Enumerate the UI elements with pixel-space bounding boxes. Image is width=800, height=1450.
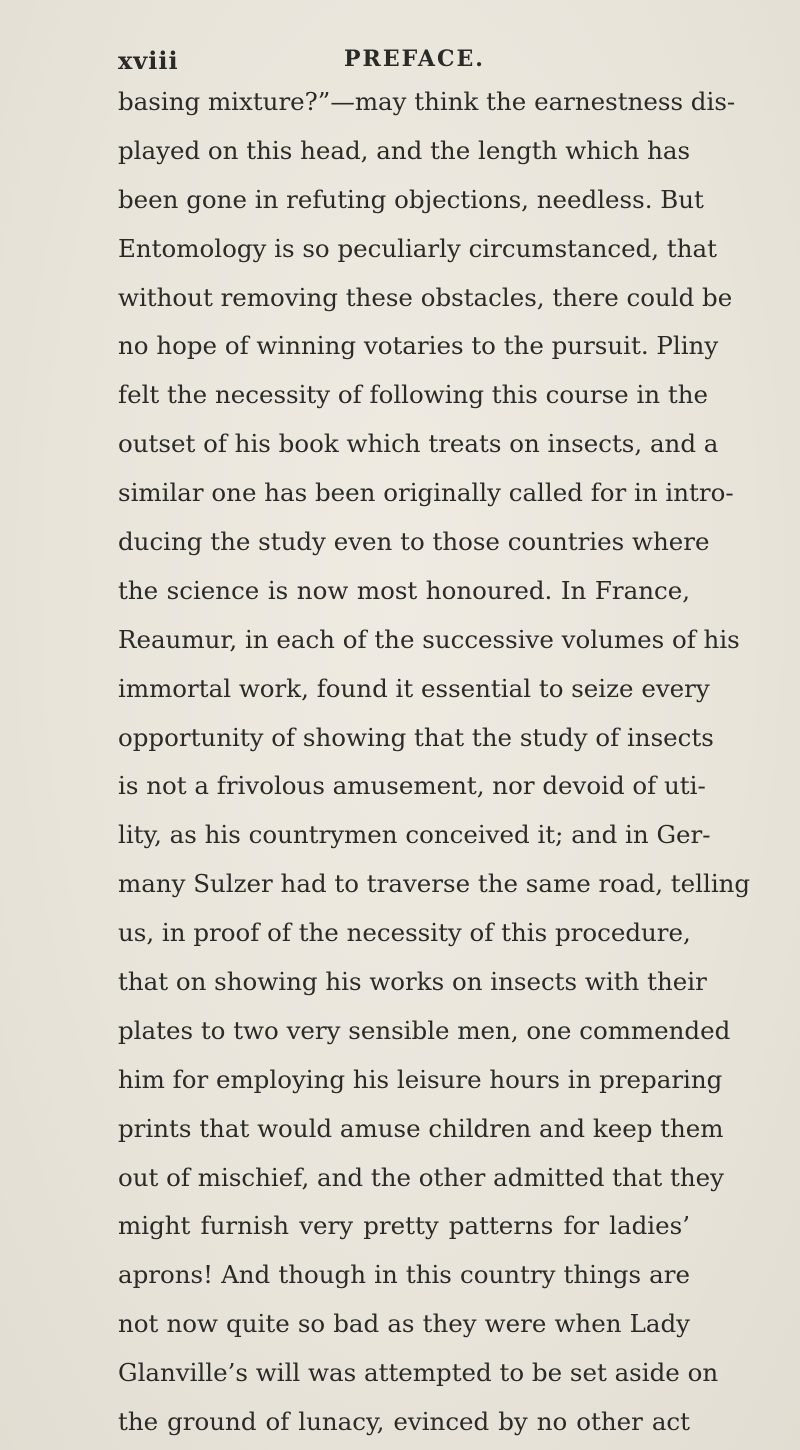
text-line: plates to two very sensible men, one commended (118, 1015, 731, 1045)
text-line: no hope of winning votaries to the pursuit. Pliny (118, 331, 719, 361)
body-text (118, 78, 751, 1447)
text-line: is not a frivolous amusement, nor devoid of uti- (118, 771, 706, 801)
text-line: aprons! And though in this country things are (118, 1260, 690, 1290)
text-line: that on showing his works on insects with their (118, 967, 707, 997)
text-line: similar one has been originally called for in intro- (118, 478, 734, 508)
text-line: basing mixture?”—may think the earnestness dis- (118, 87, 736, 116)
text-line: us, in proof of the necessity of this procedure, (118, 918, 691, 948)
text-line: without removing these obstacles, there could be (118, 282, 733, 312)
text-line: many Sulzer had to traverse the same road, telling (118, 869, 751, 899)
text-line: opportunity of showing that the study of insects (118, 722, 714, 752)
text-line: Glanville’s will was attempted to be set aside on (118, 1358, 719, 1388)
text-line: Entomology is so peculiarly circumstanced, that (118, 233, 717, 263)
text-line: Reaumur, in each of the successive volumes of his (118, 624, 740, 654)
text-line: immortal work, found it essential to seize every (118, 673, 710, 703)
text-line: outset of his book which treats on insects, and a (118, 429, 719, 459)
text-line: felt the necessity of following this course in the (118, 380, 708, 410)
running-head: PREFACE. (344, 46, 485, 72)
text-line: out of mischief, and the other admitted that they (118, 1162, 725, 1192)
text-line: might furnish very pretty patterns for ladies’ (118, 1211, 690, 1241)
page-header (118, 46, 678, 82)
page-number: xviii (118, 46, 179, 75)
text-line: not now quite so bad as they were when Lady (118, 1309, 690, 1339)
text-line: played on this head, and the length which has (118, 135, 691, 165)
text-line: been gone in refuting objections, needless. But (118, 184, 704, 214)
text-line: the science is now most honoured. In France, (118, 575, 690, 605)
text-line: prints that would amuse children and keep them (118, 1113, 724, 1143)
text-line: him for employing his leisure hours in preparing (118, 1064, 723, 1094)
text-line: lity, as his countrymen conceived it; and in Ger- (118, 820, 711, 850)
text-line: ducing the study even to those countries where (118, 527, 710, 557)
text-line: the ground of lunacy, evinced by no other act (118, 1407, 690, 1437)
